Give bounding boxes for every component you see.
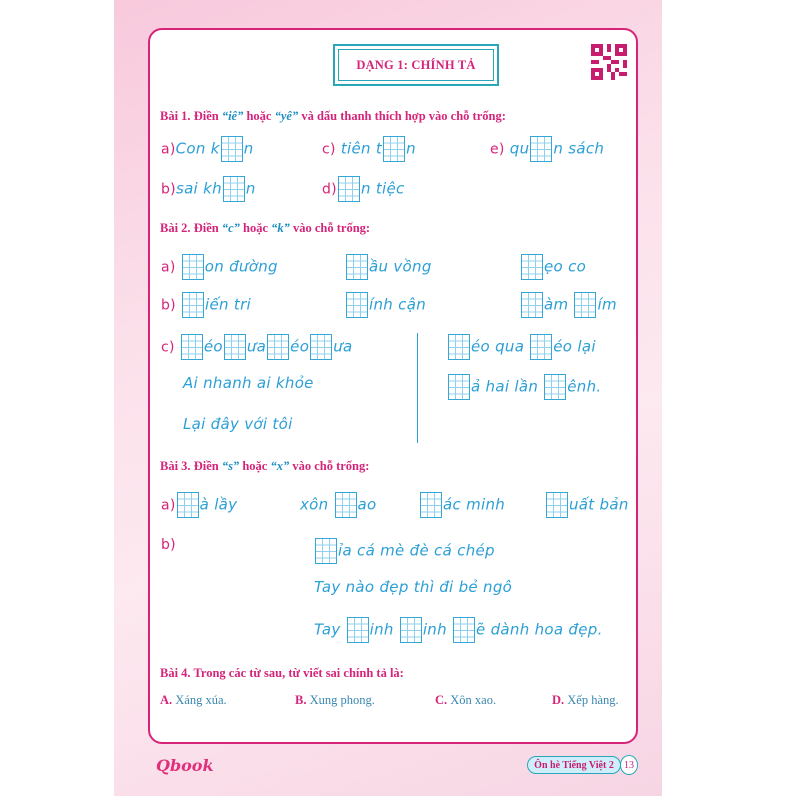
word-part: ả hai lần [471, 377, 539, 396]
option-text: Xếp hàng. [567, 693, 619, 707]
answer-option-b[interactable] [295, 693, 375, 708]
word-part: ẹo co [544, 257, 587, 276]
page-title: DẠNG 1: CHÍNH TẢ [338, 49, 494, 81]
exercise-2-text-1: Điền [190, 221, 222, 235]
word-part: ênh. [567, 377, 602, 396]
word-part: àm [544, 295, 569, 314]
exercise-1-option-ye: “yê” [274, 109, 299, 123]
exercise-1-item-d [322, 176, 405, 202]
option-text: Xung phong. [309, 693, 375, 707]
page-number: 13 [620, 755, 638, 775]
book-title: Ôn hè Tiếng Việt 2 [527, 756, 621, 774]
word-part: ầu vồng [369, 257, 432, 276]
exercise-3-text-2: hoặc [239, 459, 271, 473]
exercise-4-question: Trong các từ sau, từ viết sai chính tả là: [190, 666, 404, 680]
item-label: a) [161, 141, 176, 158]
word-part: éo [290, 337, 310, 356]
fill-in-box[interactable] [315, 538, 337, 564]
fill-in-box[interactable] [448, 334, 470, 360]
exercise-2-item-c4 [447, 334, 596, 360]
fill-in-box[interactable] [521, 292, 543, 318]
word-part: on đường [204, 257, 278, 276]
fill-in-box[interactable] [267, 334, 289, 360]
fill-in-box[interactable] [224, 334, 246, 360]
word-part: ao [357, 495, 377, 514]
option-letter: A. [160, 693, 173, 707]
word-part: ưa [246, 337, 267, 356]
item-label: e) [490, 141, 505, 158]
fill-in-box[interactable] [383, 136, 405, 162]
fill-in-box[interactable] [338, 176, 360, 202]
fill-in-box[interactable] [400, 617, 422, 643]
fill-in-box[interactable] [530, 334, 552, 360]
answer-option-d[interactable] [552, 693, 619, 708]
fill-in-box[interactable] [182, 254, 204, 280]
exercise-3-item-a2 [300, 492, 377, 518]
exercise-2-item-a1 [161, 254, 278, 280]
word-part: ím [597, 295, 617, 314]
exercise-1-text-2: hoặc [243, 109, 275, 123]
word-part: Con k [175, 139, 220, 158]
fill-in-box[interactable] [346, 254, 368, 280]
word-part: uất bản [569, 495, 629, 514]
exercise-2-text-2: hoặc [239, 221, 272, 235]
fill-in-box[interactable] [310, 334, 332, 360]
fill-in-box[interactable] [530, 136, 552, 162]
exercise-3-heading [160, 459, 369, 474]
exercise-1-option-ie: “iê” [221, 109, 244, 123]
item-label: b) [161, 537, 176, 553]
exercise-2-item-a2 [345, 254, 432, 280]
word-part: ác minh [443, 495, 506, 514]
exercise-3-text-1: Điền [190, 459, 222, 473]
exercise-1-item-a [161, 136, 254, 162]
item-label: b) [161, 297, 176, 314]
word-part: à lầy [199, 495, 238, 514]
word-part: éo qua [471, 337, 525, 356]
word-part: n [406, 139, 416, 158]
exercise-2-item-b2 [345, 292, 426, 318]
exercise-1-item-e [490, 136, 604, 162]
column-divider [417, 333, 418, 443]
word-part: éo lại [553, 337, 596, 356]
word-part: ính cận [369, 295, 426, 314]
exercise-3-number: Bài 3. [160, 459, 191, 473]
exercise-2-line-c3: Lại đây với tôi [183, 415, 293, 433]
exercise-2-item-a3 [520, 254, 586, 280]
fill-in-box[interactable] [181, 334, 203, 360]
brand-logo: Qbook [156, 756, 214, 775]
option-text: Xôn xao. [450, 693, 497, 707]
exercise-3-item-a4 [545, 492, 629, 518]
fill-in-box[interactable] [182, 292, 204, 318]
item-label: d) [322, 181, 337, 198]
fill-in-box[interactable] [453, 617, 475, 643]
qr-code-icon [591, 44, 627, 80]
exercise-2-number: Bài 2. [160, 221, 191, 235]
exercise-4-heading [160, 666, 404, 681]
fill-in-box[interactable] [544, 374, 566, 400]
word-part: xôn [300, 495, 329, 514]
exercise-3-line-b3 [314, 617, 603, 643]
exercise-2-option-c: “c” [221, 221, 240, 235]
fill-in-box[interactable] [347, 617, 369, 643]
word-part: n [245, 179, 256, 198]
fill-in-box[interactable] [346, 292, 368, 318]
answer-option-c[interactable] [435, 693, 496, 708]
fill-in-box[interactable] [177, 492, 199, 518]
exercise-3-line-b1 [314, 538, 495, 564]
exercise-3-text-3: vào chỗ trống: [289, 459, 370, 473]
fill-in-box[interactable] [546, 492, 568, 518]
exercise-2-item-b3 [520, 292, 617, 318]
title-box [333, 44, 499, 86]
fill-in-box[interactable] [221, 136, 243, 162]
option-letter: D. [552, 693, 565, 707]
fill-in-box[interactable] [420, 492, 442, 518]
word-part: ẽ dành hoa đẹp. [475, 620, 603, 639]
word-part: sai kh [175, 179, 222, 198]
word-part: qu [509, 139, 530, 158]
item-label: c) [161, 339, 175, 356]
exercise-1-heading [160, 109, 506, 124]
item-label: c) [322, 141, 336, 158]
exercise-1-item-b [161, 176, 256, 202]
exercise-2-option-k: “k” [271, 221, 290, 235]
exercise-4-number: Bài 4. [160, 666, 191, 680]
fill-in-box[interactable] [335, 492, 357, 518]
exercise-2-item-c1 [161, 334, 353, 360]
word-part: iến tri [205, 295, 252, 314]
fill-in-box[interactable] [223, 176, 245, 202]
word-part: Tay [314, 620, 341, 639]
exercise-3-line-b2: Tay nào đẹp thì đi bẻ ngô [314, 578, 513, 596]
option-letter: C. [435, 693, 448, 707]
exercise-1-number: Bài 1. [160, 109, 191, 123]
item-label: a) [161, 259, 176, 276]
fill-in-box[interactable] [574, 292, 596, 318]
word-part: inh [369, 620, 394, 639]
exercise-1-text-3: và dấu thanh thích hợp vào chỗ trống: [298, 109, 506, 123]
fill-in-box[interactable] [521, 254, 543, 280]
word-part: tiên t [340, 139, 383, 158]
exercise-3-item-a3 [419, 492, 505, 518]
word-part: ưa [333, 337, 353, 356]
exercise-2-heading [160, 221, 370, 236]
exercise-1-text-1: Điền [190, 109, 222, 123]
exercise-1-item-c [322, 136, 416, 162]
word-part: n tiệc [360, 179, 405, 198]
word-part: inh [422, 620, 447, 639]
item-label: b) [161, 181, 176, 198]
word-part: éo [203, 337, 223, 356]
exercise-2-text-3: vào chỗ trống: [289, 221, 371, 235]
exercise-3-option-x: “x” [270, 459, 290, 473]
option-text: Xáng xúa. [175, 693, 227, 707]
word-part: ỉa cá mè đè cá chép [338, 541, 495, 560]
exercise-2-line-c2: Ai nhanh ai khỏe [183, 374, 314, 392]
exercise-2-item-b1 [161, 292, 251, 318]
exercise-3-item-b [161, 535, 176, 553]
exercise-3-option-s: “s” [221, 459, 240, 473]
word-part: n sách [553, 139, 605, 158]
exercise-2-item-c5 [447, 374, 601, 400]
item-label: a) [161, 497, 176, 514]
exercise-3-item-a1 [161, 492, 237, 518]
answer-option-a[interactable] [160, 693, 227, 708]
fill-in-box[interactable] [448, 374, 470, 400]
option-letter: B. [295, 693, 307, 707]
word-part: n [243, 139, 254, 158]
